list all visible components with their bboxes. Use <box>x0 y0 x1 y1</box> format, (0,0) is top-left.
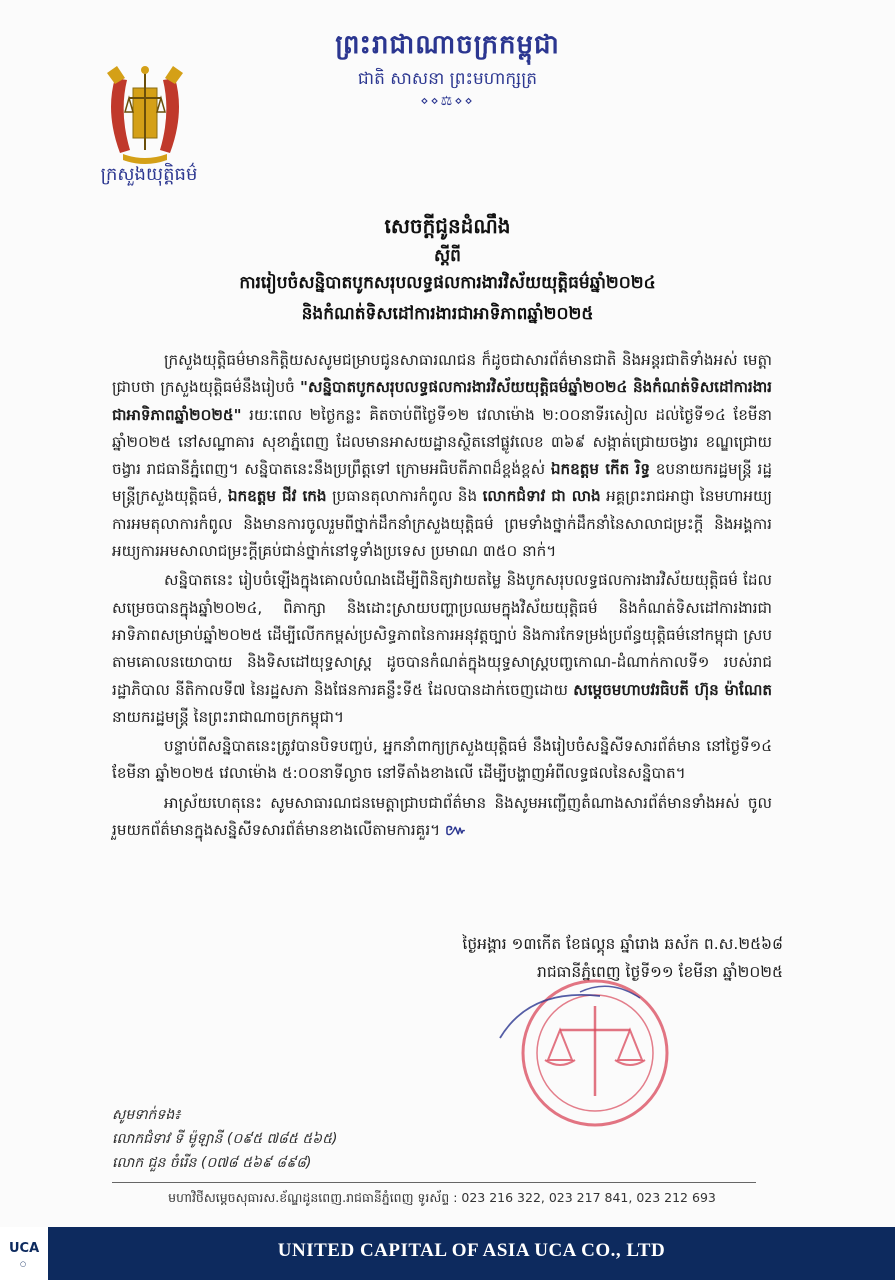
company-name: UNITED CAPITAL OF ASIA UCA CO., LTD <box>277 1240 666 1261</box>
paragraph-1 <box>112 347 772 565</box>
ministry-name: ក្រសួងយុត្តិធម៌ <box>100 164 198 185</box>
solar-date: រាជធានីភ្នំពេញ ថ្ងៃទី១១ ខែមីនា ឆ្នាំ២០២៥ <box>537 963 783 981</box>
prime-minister-name: សម្តេចមហាបវរធិបតី ហ៊ុន ម៉ាណែត <box>573 680 772 699</box>
contact-list <box>112 1103 337 1175</box>
p1-text-e: ឧបនាយករដ្ឋមន្ត្រី រដ្ឋមន្ត្រីក្រសួងយុត្តិធម៌, <box>112 460 773 506</box>
official-name-1: ឯកឧត្តម កើត រិទ្ធ <box>550 460 650 479</box>
contact-2: លោក ជួន ចំរើន (០៧៨ ៥៦៩ ៨៩៨) <box>112 1155 312 1171</box>
p1-text-i: អគ្គព្រះរាជអាជ្ញា នៃមហាអយ្យការអមតុលាការកំពូល និងមានការចូលរួមពីថ្នាក់ដឹកនាំក្រសួងយុត្តិធម៌ ព្រមទាំងថ្នាក់ដឹកនាំនៃសាលាជម្រះក្តី និងអង្គការអយ្យការអមសាលាជម្រះក្តីគ្រប់ជាន់ថ្នាក់នៅទូទាំងប្រទេស ប្រមាណ ៣៥០ នាក់។ <box>112 487 772 561</box>
uca-logo-text: UCA <box>9 1241 40 1256</box>
p2-text-a: សន្និបាតនេះ រៀបចំឡើងក្នុងគោលបំណងដើម្បីពិនិត្យវាយតម្លៃ និងបូកសរុបលទ្ធផលការងារវិស័យយុត្តិធម៌ ដែលសម្រេចបានក្នុងឆ្នាំ២០២៤, ពិភាក្សា និងដោះស្រាយបញ្ហាប្រឈមក្នុងវិស័យយុត្តិធម៌ និងកំណត់ទិសដៅការងារជាអាទិភាពសម្រាប់ឆ្នាំ២០២៥ ដើម្បីលើកកម្ពស់ប្រសិទ្ធភាពនៃការអនុវត្តច្បាប់ និងការកែទម្រង់ប្រព័ន្ធយុត្តិធម៌នៅកម្ពុជា ស្របតាមគោលនយោបាយ និងទិសដៅយុទ្ធសាស្ត្រ ដូចបានកំណត់ក្នុងយុទ្ធសាស្ត្របញ្ចកោណ-ដំណាក់កាលទី១ របស់រាជរដ្ឋាភិបាល នីតិកាលទី៧ នៃរដ្ឋសភា និងផែនការគន្លឹះទី៥ ដែលបានដាក់ចេញដោយ <box>112 571 772 699</box>
ending-mark: ៚ <box>444 821 467 840</box>
ministry-of-justice-emblem-icon <box>95 58 195 168</box>
lunar-date: ថ្ងៃអង្គារ ១៣កើត ខែផល្គុន ឆ្នាំរោង ឆស័ក ព.ស.២៥៦៨ <box>462 935 783 953</box>
p1-text-g: ប្រធានតុលាការកំពូល និង <box>326 487 483 506</box>
footer-address: មហាវិថីសម្តេចសុធារស.ខ័ណ្ឌដូនពេញ.រាជធានីភ្នំពេញ ទូរស័ព្ទ : 023 216 322, 023 217 841, 023 212 693 <box>168 1190 716 1205</box>
contact-1: លោកជំទាវ ទី ម៉ូឡានី (០៩៥ ៧៨៥ ៥៦៥) <box>112 1131 338 1147</box>
p1-text-c: រយៈពេល ២ថ្ងៃកន្លះ គិតចាប់ពីថ្ងៃទី១២ វេលាម៉ោង ២:០០នាទីរសៀល ដល់ថ្ងៃទី១៤ ខែមីនា ឆ្នាំ២០២៥ នៅសណ្ឋាគារ សុខាភ្នំពេញ ដែលមានអាសយដ្ឋានស្ថិតនៅផ្លូវលេខ ៣៦៩ សង្កាត់ជ្រោយចង្វារ ខណ្ឌជ្រោយចង្វារ រាជធានីភ្នំពេញ។ សន្និបាតនេះនឹងប្រព្រឹត្តទៅ ក្រោមអធិបតីភាពដ៏ខ្ពង់ខ្ពស់ <box>112 405 772 479</box>
subject-line-1: ការរៀបចំសន្និបាតបូកសរុបលទ្ធផលការងារវិស័យយុត្តិធម៌ឆ្នាំ២០២៤ <box>239 273 656 293</box>
subject-line-2: និងកំណត់ទិសដៅការងារជាអាទិភាពឆ្នាំ២០២៥ <box>301 304 594 324</box>
p2-text-c: នាយករដ្ឋមន្ត្រី នៃព្រះរាជាណាចក្រកម្ពុជា។ <box>112 707 344 726</box>
paragraph-4 <box>112 790 772 845</box>
official-name-3: លោកជំទាវ ជា លាង <box>482 487 601 506</box>
footer-divider <box>112 1182 756 1183</box>
subject-label: ស្តីពី <box>434 246 461 266</box>
p1-text-a: ក្រសួងយុត្តិធម៌មានកិត្តិយសសូមជម្រាបជូនសាធារណជន ក៏ដូចជាសារព័ត៌មានជាតិ និងអន្តរជាតិទាំងអស់ មេត្តាជ្រាបថា ក្រសួងយុត្តិធម៌នឹងរៀបចំ <box>112 351 772 397</box>
p4-text: អាស្រ័យហេតុនេះ សូមសាធារណជនមេត្តាជ្រាបជាព័ត៌មាន និងសូមអញ្ជើញតំណាងសារព័ត៌មានទាំងអស់ ចូលរួមយកព័ត៌មានក្នុងសន្និសីទសារព័ត៌មានខាងលើតាមការគួរ។ <box>112 793 772 840</box>
ornament: ⋄⋄⚖⋄⋄ <box>420 94 475 109</box>
event-name: "សន្និបាតបូកសរុបលទ្ធផលការងារវិស័យយុត្តិធម៌ឆ្នាំ២០២៤ និងកំណត់ទិសដៅការងារជាអាទិភាពឆ្នាំ២០២៥" <box>112 378 772 424</box>
paragraph-2 <box>112 567 772 731</box>
notice-body <box>112 347 772 846</box>
kingdom-title: ព្រះរាជាណាចក្រកម្ពុជា <box>335 30 560 60</box>
official-name-2: ឯកឧត្តម ជីវ កេង <box>227 487 327 506</box>
national-motto: ជាតិ សាសនា ព្រះមហាក្សត្រ <box>357 69 538 89</box>
ministry-seal-icon <box>490 968 700 1128</box>
paragraph-3: បន្ទាប់ពីសន្និបាតនេះត្រូវបានបិទបញ្ចប់, អ្នកនាំពាក្យក្រសួងយុត្តិធម៌ នឹងរៀបចំសន្និសីទសារព័ត៌មាន នៅថ្ងៃទី១៤ ខែមីនា ឆ្នាំ២០២៥ វេលាម៉ោង ៥:០០នាទីល្ងាច នៅទីតាំងខាងលើ ដើម្បីបង្ហាញអំពីលទ្ធផលនៃសន្និបាត។ <box>112 737 772 783</box>
notice-title: សេចក្តីជូនដំណឹង <box>384 214 511 238</box>
contact-label: សូមទាក់ទង៖ <box>112 1107 181 1123</box>
uca-logo-mark: ○ <box>20 1260 27 1268</box>
